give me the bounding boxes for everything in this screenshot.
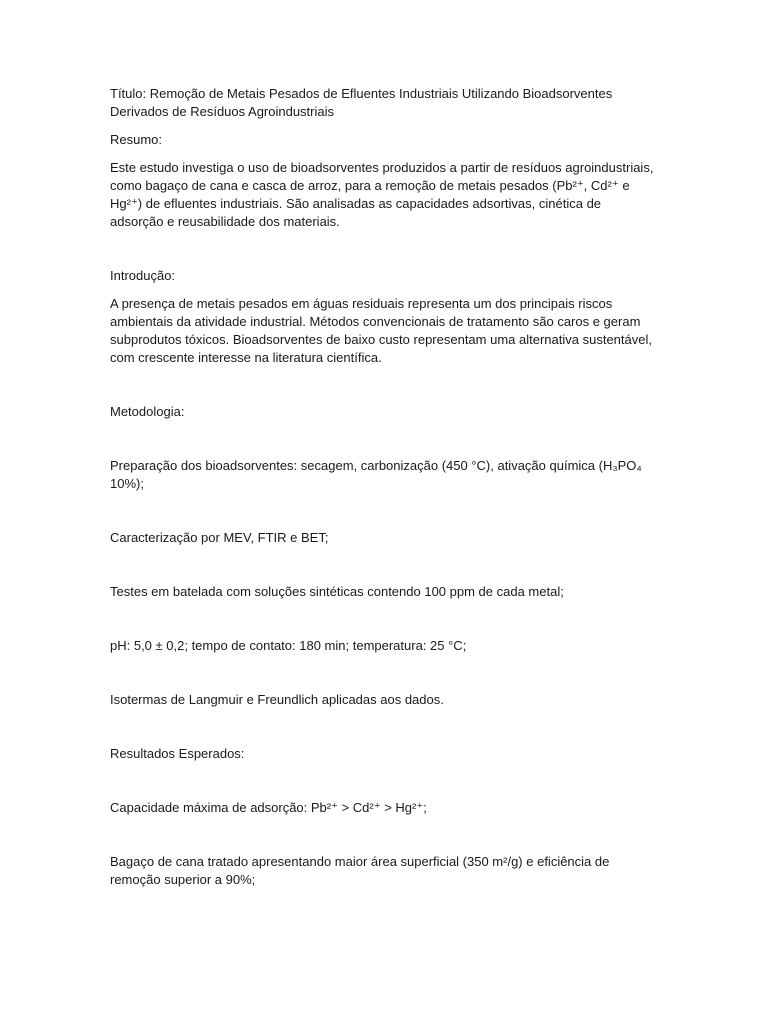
document-title: Título: Remoção de Metais Pesados de Efluentes Industriais Utilizando Bioadsorventes Derivados de Resíduos Agroindustriais — [110, 86, 613, 119]
abstract-heading: Resumo: — [110, 132, 163, 147]
abstract-text: Este estudo investiga o uso de bioadsorventes produzidos a partir de resíduos agroindustriais, como bagaço de cana e casca de arroz, para a remoção de metais pesados (Pb²⁺, Cd²⁺ e Hg²⁺) de efluentes industriais. São analisadas as capacidades adsortivas, cinética de adsorção e reusabilidade dos materiais. — [110, 160, 654, 229]
results-item: Capacidade máxima de adsorção: Pb²⁺ > Cd²⁺ > Hg²⁺; — [110, 800, 427, 815]
method-heading: Metodologia: — [110, 404, 185, 419]
method-item: Isotermas de Langmuir e Freundlich aplicadas aos dados. — [110, 692, 444, 707]
method-item: pH: 5,0 ± 0,2; tempo de contato: 180 min; temperatura: 25 °C; — [110, 638, 467, 653]
results-heading: Resultados Esperados: — [110, 746, 245, 761]
document-body — [110, 85, 658, 889]
method-item: Preparação dos bioadsorventes: secagem, carbonização (450 °C), ativação química (H₃PO₄ 10%); — [110, 458, 642, 491]
intro-heading: Introdução: — [110, 268, 176, 283]
intro-text: A presença de metais pesados em águas residuais representa um dos principais riscos ambientais da atividade industrial. Métodos convencionais de tratamento são caros e geram subprodutos tóxicos. Bioadsorventes de baixo custo representam uma alternativa sustentável, com crescente interesse na literatura científica. — [110, 296, 652, 365]
method-item: Caracterização por MEV, FTIR e BET; — [110, 530, 329, 545]
method-item: Testes em batelada com soluções sintéticas contendo 100 ppm de cada metal; — [110, 584, 564, 599]
results-item: Bagaço de cana tratado apresentando maior área superficial (350 m²/g) e eficiência de remoção superior a 90%; — [110, 854, 610, 887]
